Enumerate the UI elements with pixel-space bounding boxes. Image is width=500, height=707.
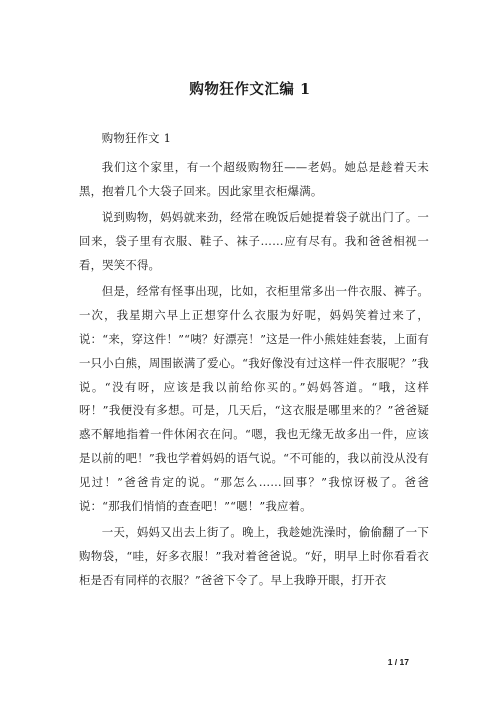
document-title: 购物狂作文汇编 1	[189, 81, 311, 98]
paragraph-4: 一天，妈妈又出去上街了。晚上，我趁她洗澡时，偷偷翻了一下购物袋，“哇，好多衣服！”我对着爸爸说。“好，明早上时你看看衣柜是否有同样的衣服？”爸爸下令了。早上我睁开眼，打开衣	[79, 525, 429, 587]
paragraph-1: 我们这个家里，有一个超级购物狂——老妈。她总是趁着天未黑，抱着几个大袋子回来。因此家里衣柜爆满。	[79, 159, 429, 198]
paragraph-2: 说到购物，妈妈就来劲，经常在晚饭后她提着袋子就出门了。一回来，袋子里有衣服、鞋子、袜子……应有尽有。我和爸爸相视一看，哭笑不得。	[79, 210, 429, 272]
paragraph-3: 但是，经常有怪事出现，比如，衣柜里常多出一件衣服、裤子。一次，我星期六早上正想穿什么衣服为好呢，妈妈笑着过来了，说：“来，穿这件！”“咦？好漂亮！”这是一件小熊娃娃套装，上面有一只小白熊，周围嵌满了爱心。“我好像没有过这样一件衣服呢？”我说。“没有呀，应该是我以前给你买的。”妈妈答道。“哦，这样呀！”我便没有多想。可是，几天后，“这衣服是哪里来的？”爸爸疑惑不解地指着一件休闲衣在问。“嗯，我也无缘无故多出一件，应该是以前的吧！”我也学着妈妈的语气说。“不可能的，我以前没从没有见过！”爸爸肯定的说。“那怎么……回事？”我惊讶极了。爸爸说：“那我们悄悄的查查吧！”“嗯！”我应着。	[79, 284, 429, 513]
document-body	[79, 127, 429, 595]
essay-subtitle: 购物狂作文 1	[101, 131, 172, 145]
page-number: 1 / 17	[387, 657, 409, 667]
